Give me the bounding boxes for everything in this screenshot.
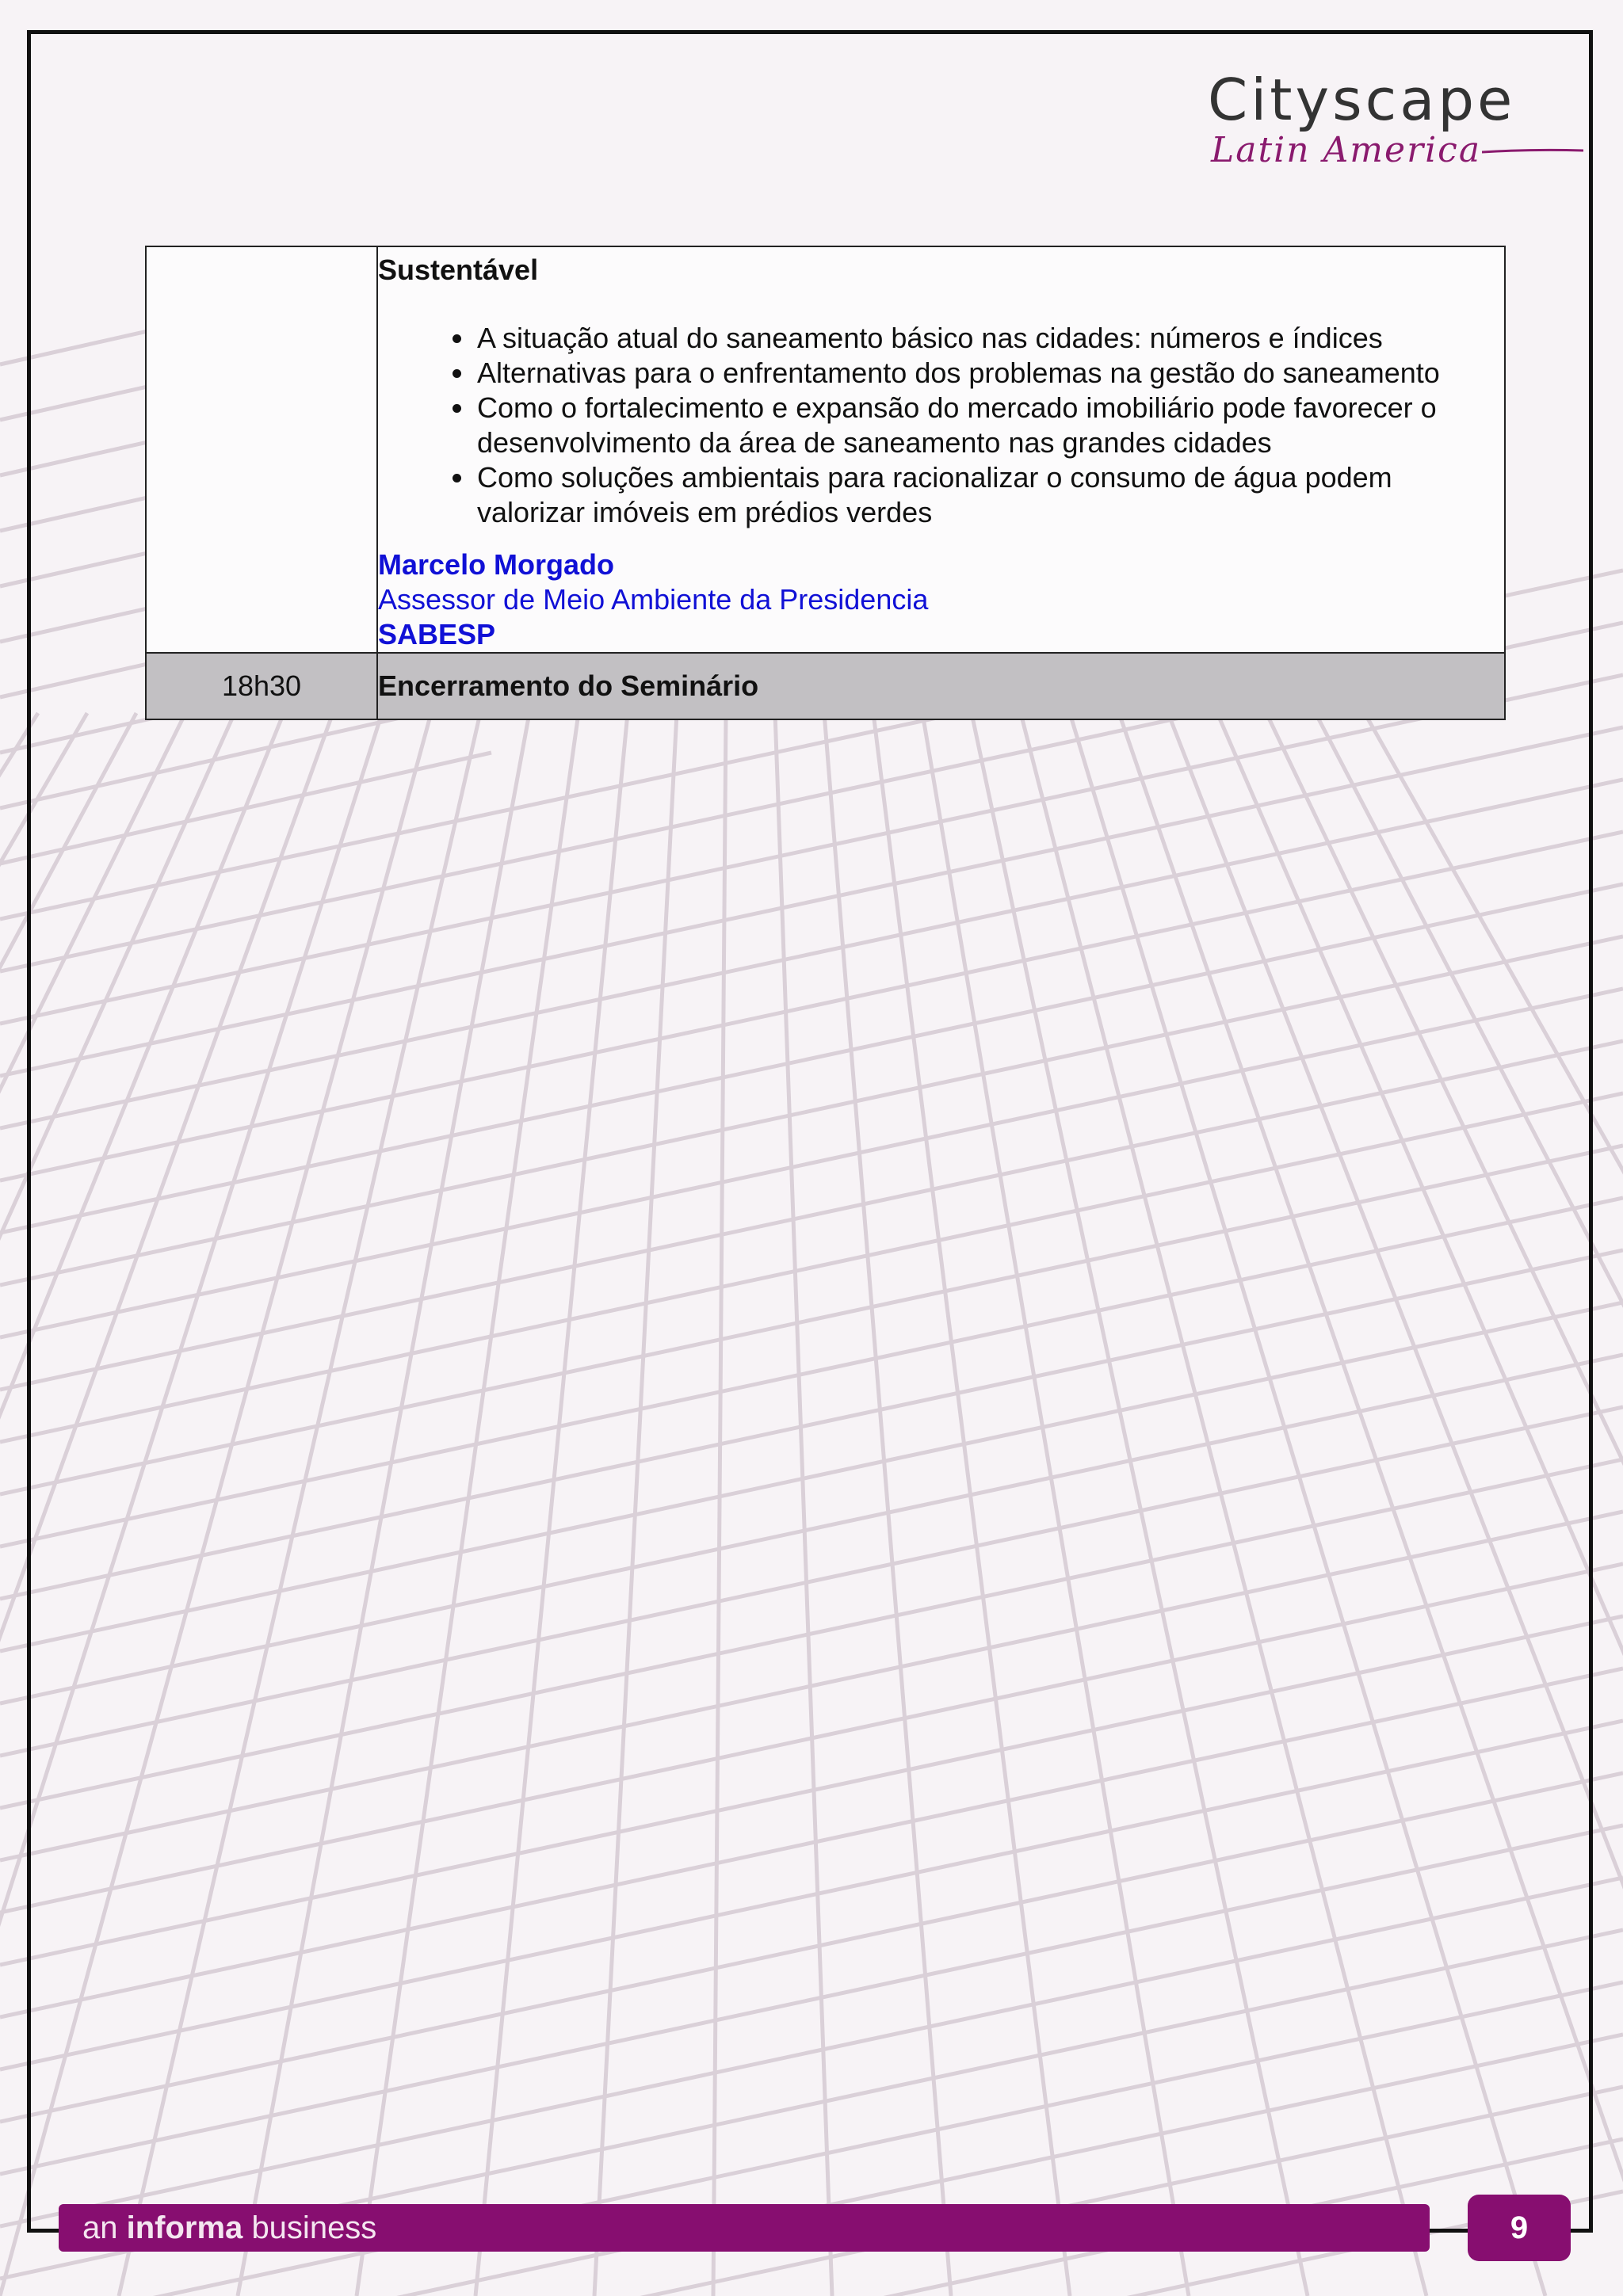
session-time-cell (146, 246, 377, 653)
agenda-row-session (146, 246, 1505, 653)
footer-bar (59, 2204, 1430, 2252)
cityscape-logo (1197, 67, 1585, 182)
speaker-name: Marcelo Morgado (378, 548, 615, 581)
logo-subtitle: Latin America (1211, 130, 1482, 170)
informa-business-logo (82, 2210, 376, 2245)
speaker-role: Assessor de Meio Ambiente da Presidencia (378, 583, 929, 616)
closing-title: Encerramento do Seminário (377, 653, 1505, 719)
topic-item: • Alternativas para o enfrentamento dos problemas na gestão do saneamento (475, 356, 1504, 391)
closing-time: 18h30 (146, 653, 377, 719)
footer-prefix: an (82, 2210, 118, 2245)
speaker-block (378, 547, 1504, 652)
session-title: Sustentável (378, 254, 539, 286)
session-topics-list (378, 321, 1504, 530)
footer-brand: informa (126, 2210, 243, 2245)
logo-title: Cityscape (1208, 67, 1516, 133)
agenda-row-closing (146, 653, 1505, 719)
topic-item: • A situação atual do saneamento básico nas cidades: números e índices (475, 321, 1504, 356)
speaker-organization: SABESP (378, 618, 496, 650)
footer-suffix: business (251, 2210, 377, 2245)
logo-swash-line (1482, 147, 1583, 155)
agenda-table (145, 246, 1506, 720)
topic-item: • Como o fortalecimento e expansão do mercado imobiliário pode favorecer o desenvolvimento da área de saneamento nas grandes cidades (475, 391, 1504, 460)
session-content-cell (377, 246, 1505, 653)
page-number: 9 (1468, 2195, 1571, 2261)
topic-item: • Como soluções ambientais para racionalizar o consumo de água podem valorizar imóveis em prédios verdes (475, 460, 1504, 530)
